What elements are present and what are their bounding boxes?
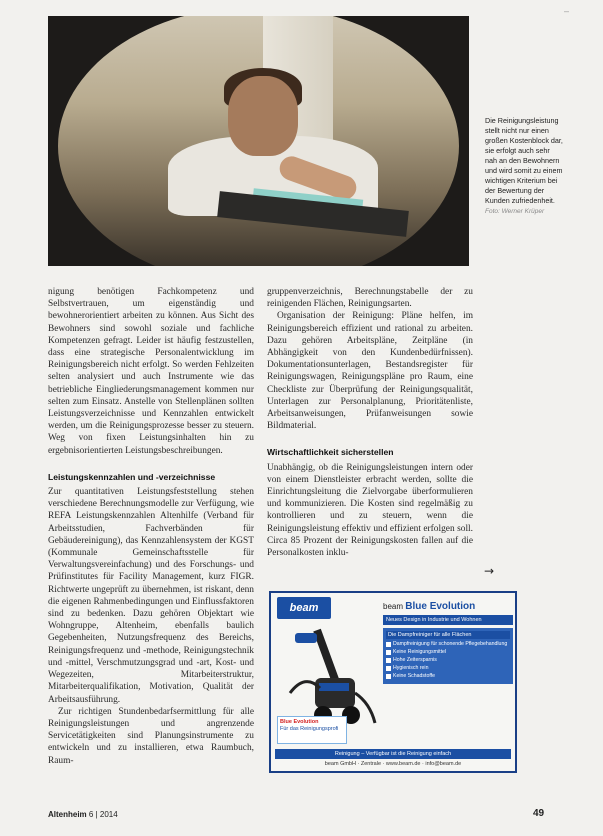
margin-mark: – bbox=[564, 6, 570, 16]
photo-caption bbox=[485, 116, 563, 217]
ad-tagline: Neues Design in Industrie und Wohnen bbox=[383, 615, 513, 625]
paragraph: nigung benötigen Fachkompetenz und Selbstvertrauen, um eigenständig und bewohnerorientiert arbeiten zu können. Aus Sicht des Bewohners sind sowohl soziale und fachliche Kompetenzen gefragt. Leider ist häufig festzustellen, dass eine strategische Personalentwicklung im Reinigungsbereich nicht erfolgt. So werden Fehlzeiten selten analysiert und auch Instrumente wie das betriebliche Eingliederungsmanagement kommen nur selten zum Einsatz. Anstelle von Stellenplänen sollten Leistungsverzeichnisse und Kennzahlen entwickelt werden, um die Reinigungsprozesse besser zu steuern. Weg von fixen Leistungsinhalten hin zu ergebnisorientierten Leistungsbeschreibungen. bbox=[48, 287, 254, 456]
check-icon bbox=[386, 650, 391, 655]
check-icon bbox=[386, 674, 391, 679]
ad-contact[interactable]: beam GmbH · Zentrale · www.beam.de · info@beam.de bbox=[324, 761, 462, 767]
feature-item: Hohe Zeitersparnis bbox=[386, 657, 510, 664]
paragraph: Zur richtigen Stundenbedarfsermittlung für alle Reinigungsleistungen und angrenzende Servicetätigkeiten sind Planungsinstrumente zu entwickeln und zu installieren, etwa Raumbuch, Raum- bbox=[48, 706, 254, 766]
check-icon bbox=[386, 658, 391, 663]
page-number: 49 bbox=[533, 808, 545, 819]
feature-item: Dampfreinigung für schonende Pflegebehandlung bbox=[386, 641, 510, 648]
panel-title: Die Dampfreiniger für alle Flächen bbox=[386, 631, 510, 639]
paragraph: Unabhängig, ob die Reinigungsleistungen intern oder von einem Dienstleister erbracht werden, sollte die Einrichtungsleitung die Zielvorgabe überformulieren und kommunizieren. Die Kosten sind regelmäßig zu kontrollieren und zu steuern, wenn die Reinigungsleistung effektiv und effizient erfolgen soll. Circa 85 Prozent der Reinigungskosten fallen auf die Personalkosten inklu- bbox=[267, 462, 473, 559]
check-icon bbox=[386, 666, 391, 671]
paragraph: gruppenverzeichnis, Berechnungstabelle der zu reinigenden Flächen, Reinigungsarten. bbox=[267, 287, 473, 310]
hero-photo bbox=[48, 16, 469, 266]
right-column bbox=[267, 286, 473, 559]
badge-line: Für das Reinigungsprofi bbox=[280, 726, 339, 732]
feature-item: Keine Schadstoffe bbox=[386, 673, 510, 680]
section-heading: Wirtschaftlichkeit sicherstellen bbox=[267, 447, 394, 458]
feature-item: Keine Reinigungsmittel bbox=[386, 649, 510, 656]
product-name: beam Blue Evolution bbox=[383, 601, 476, 612]
left-column bbox=[48, 286, 254, 767]
paragraph: Organisation der Reinigung: Pläne helfen, im Reinigungsbereich effizient und rational zu arbeiten. Dazu gehören Arbeitspläne, Zeitpläne (in Abhängigkeit von den Kundenbedürfnissen). Dokumentationsunterlagen, Bestandsregister für Reinigungswagen, Reinigungspläne pro Raum, eine Checkliste zur Überprüfung der Reinigungsqualität, Unterlagen zur Personalplanung, Prioritätenliste, Arbeitsanweisungen, Prüfanweisungen sowie Bildmaterial. bbox=[267, 311, 473, 432]
badge-title: Blue Evolution bbox=[280, 719, 319, 725]
photo-credit: Foto: Werner Krüper bbox=[485, 208, 545, 215]
paragraph: Zur quantitativen Leistungsfeststellung stehen verschiedene Berechnungsmodelle zur Verfügung, wie REFA Leistungskennzahlen Altenhilfe (Verband für Arbeitsstudien, Fachverbänden für Gebäudereinigung), das Kennzahlensystem der KGST (Kommunale Gemeinschaftsstelle für Verwaltungsvereinfachung) und des Forschungs- und Prüfinstitutes für Facility Management, kurz FIGR. Richtwerte ungeprüft zu übernehmen, ist riskant, denn die eigenen Rahmenbedingungen und Einflussfaktoren sind zu bedenken. Dazu gehören Objektart wie Wohngruppe, Altenheim, ebenfalls baulich Gegebenheiten, Nutzungsfrequenz des Bereichs, Reinigungsfrequenz und -methode, Reinigungstechnik und -mittel, Verschmutzungsgrad und -art, Kost- und Wegezeiten, Mitarbeiterstruktur, Mitarbeiterqualifikation, Motivation, Qualität der Arbeitsausführung. bbox=[48, 487, 254, 705]
brand-logo: beam bbox=[277, 597, 331, 619]
caption-text: Die Reinigungsleistung stellt nicht nur einen großen Kostenblock dar, sie erfolgt auch sehr nah an den Bewohnern und wird somit zu einem wichtigen Kriterium bei der Bewertung der Kunden zufriedenheit. bbox=[485, 116, 563, 205]
issue-number: 6 | 2014 bbox=[88, 810, 118, 819]
ad-banner-bar: Reinigung – Verfügbar ist die Reinigung einfach bbox=[275, 749, 511, 759]
magazine-name: Altenheim bbox=[48, 810, 87, 819]
feature-item: Hygienisch rein bbox=[386, 665, 510, 672]
page-footer bbox=[48, 810, 118, 819]
advertisement[interactable] bbox=[269, 591, 517, 773]
feature-panel bbox=[383, 628, 513, 684]
promo-badge bbox=[277, 716, 347, 744]
section-heading: Leistungskennzahlen und -verzeichnisse bbox=[48, 471, 216, 482]
continue-arrow-icon: → bbox=[484, 564, 495, 578]
check-icon bbox=[386, 642, 391, 647]
